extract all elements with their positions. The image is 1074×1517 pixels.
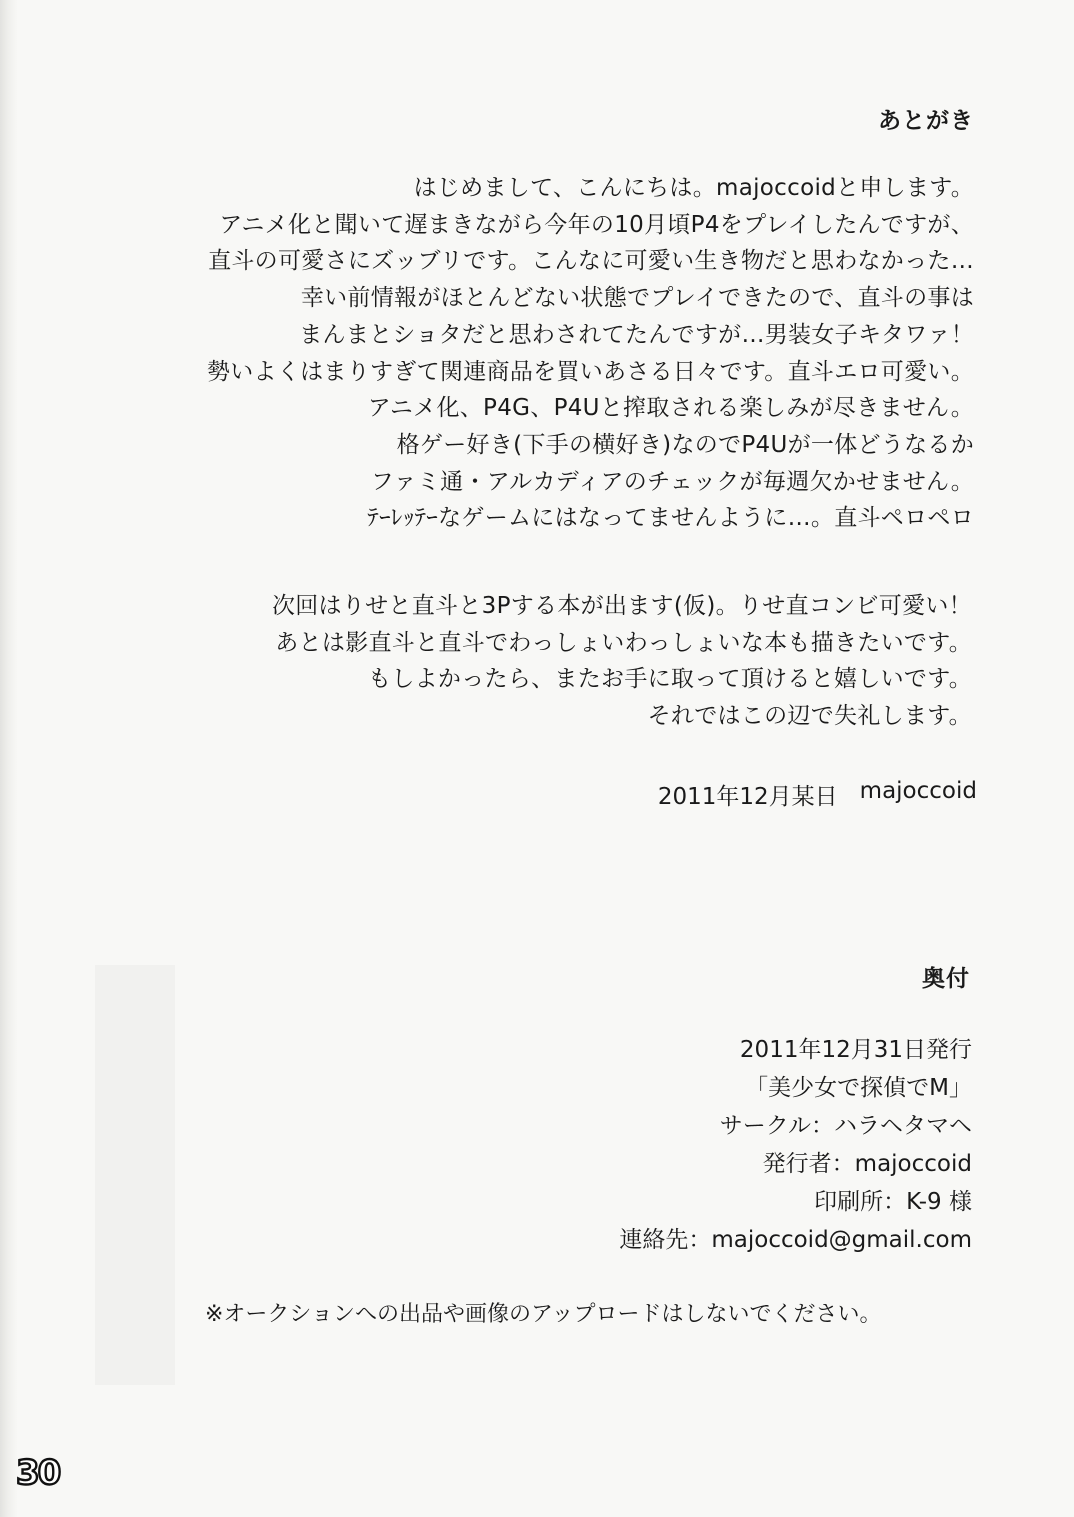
closing-line: 次回はりせと直斗と3Pする本が出ます(仮)。りせ直コンビ可愛い！ bbox=[271, 593, 972, 619]
afterword-body bbox=[54, 170, 974, 537]
circle-name: サークル：ハラヘタマヘ bbox=[719, 1113, 972, 1139]
afterword-line: アニメ化、P4G、P4Uと搾取される楽しみが尽きません。 bbox=[367, 395, 974, 422]
closing-line: あとは影直斗と直斗でわっしょいわっしょいな本も描きたいです。 bbox=[275, 629, 972, 656]
afterword-line: 格ゲー好き(下手の横好き)なのでP4Uが一体どうなるか bbox=[396, 431, 974, 458]
contact-email: 連絡先：majoccoid@gmail.com bbox=[619, 1227, 972, 1253]
book-title: 「美少女で探偵でM」 bbox=[745, 1075, 972, 1101]
closing-line: もしよかったら、またお手に取って頂けると嬉しいです。 bbox=[368, 666, 972, 693]
usage-notice: ※オークションへの出品や画像のアップロードはしないでください。 bbox=[205, 1302, 882, 1327]
afterword-line: 幸い前情報がほとんどない状態でプレイできたので、直斗の事は bbox=[300, 285, 974, 312]
afterword-signature bbox=[658, 778, 977, 811]
colophon-details bbox=[272, 1031, 972, 1259]
signature-name: majoccoid bbox=[859, 778, 977, 804]
afterword-line: 勢いよくはまりすぎて関連商品を買いあさる日々です。直斗エロ可愛い。 bbox=[206, 358, 974, 385]
afterword-line: ファミ通・アルカディアのチェックが毎週欠かせません。 bbox=[370, 468, 974, 495]
publication-date: 2011年12月31日発行 bbox=[739, 1037, 972, 1063]
colophon-title: 奥付 bbox=[922, 966, 970, 992]
afterword-line: アニメ化と聞いて遅まきながら今年の10月頃P4をプレイしたんですが、 bbox=[219, 211, 974, 238]
scan-shadow bbox=[95, 965, 175, 1385]
afterword-closing bbox=[52, 588, 972, 735]
afterword-title: あとがき bbox=[878, 108, 974, 134]
page-number: 30 bbox=[16, 1453, 60, 1493]
signature-date: 2011年12月某日 bbox=[657, 784, 838, 810]
afterword-line: まんまとショタだと思わされてたんですが…男装女子キタワァ！ bbox=[299, 321, 974, 348]
publisher: 発行者：majoccoid bbox=[762, 1151, 972, 1177]
closing-line: それではこの辺で失礼します。 bbox=[647, 703, 972, 730]
afterword-line: ﾃｰﾚｯﾃｰなゲームにはなってませんように…。直斗ペロペロ bbox=[367, 505, 974, 532]
afterword-line: 直斗の可愛さにズッブリです。こんなに可愛い生き物だと思わなかった… bbox=[208, 248, 974, 275]
afterword-line: はじめまして、こんにちは。majoccoidと申します。 bbox=[413, 175, 974, 201]
printer: 印刷所：K-9 様 bbox=[814, 1189, 972, 1215]
page-binding-shadow bbox=[0, 0, 18, 1517]
